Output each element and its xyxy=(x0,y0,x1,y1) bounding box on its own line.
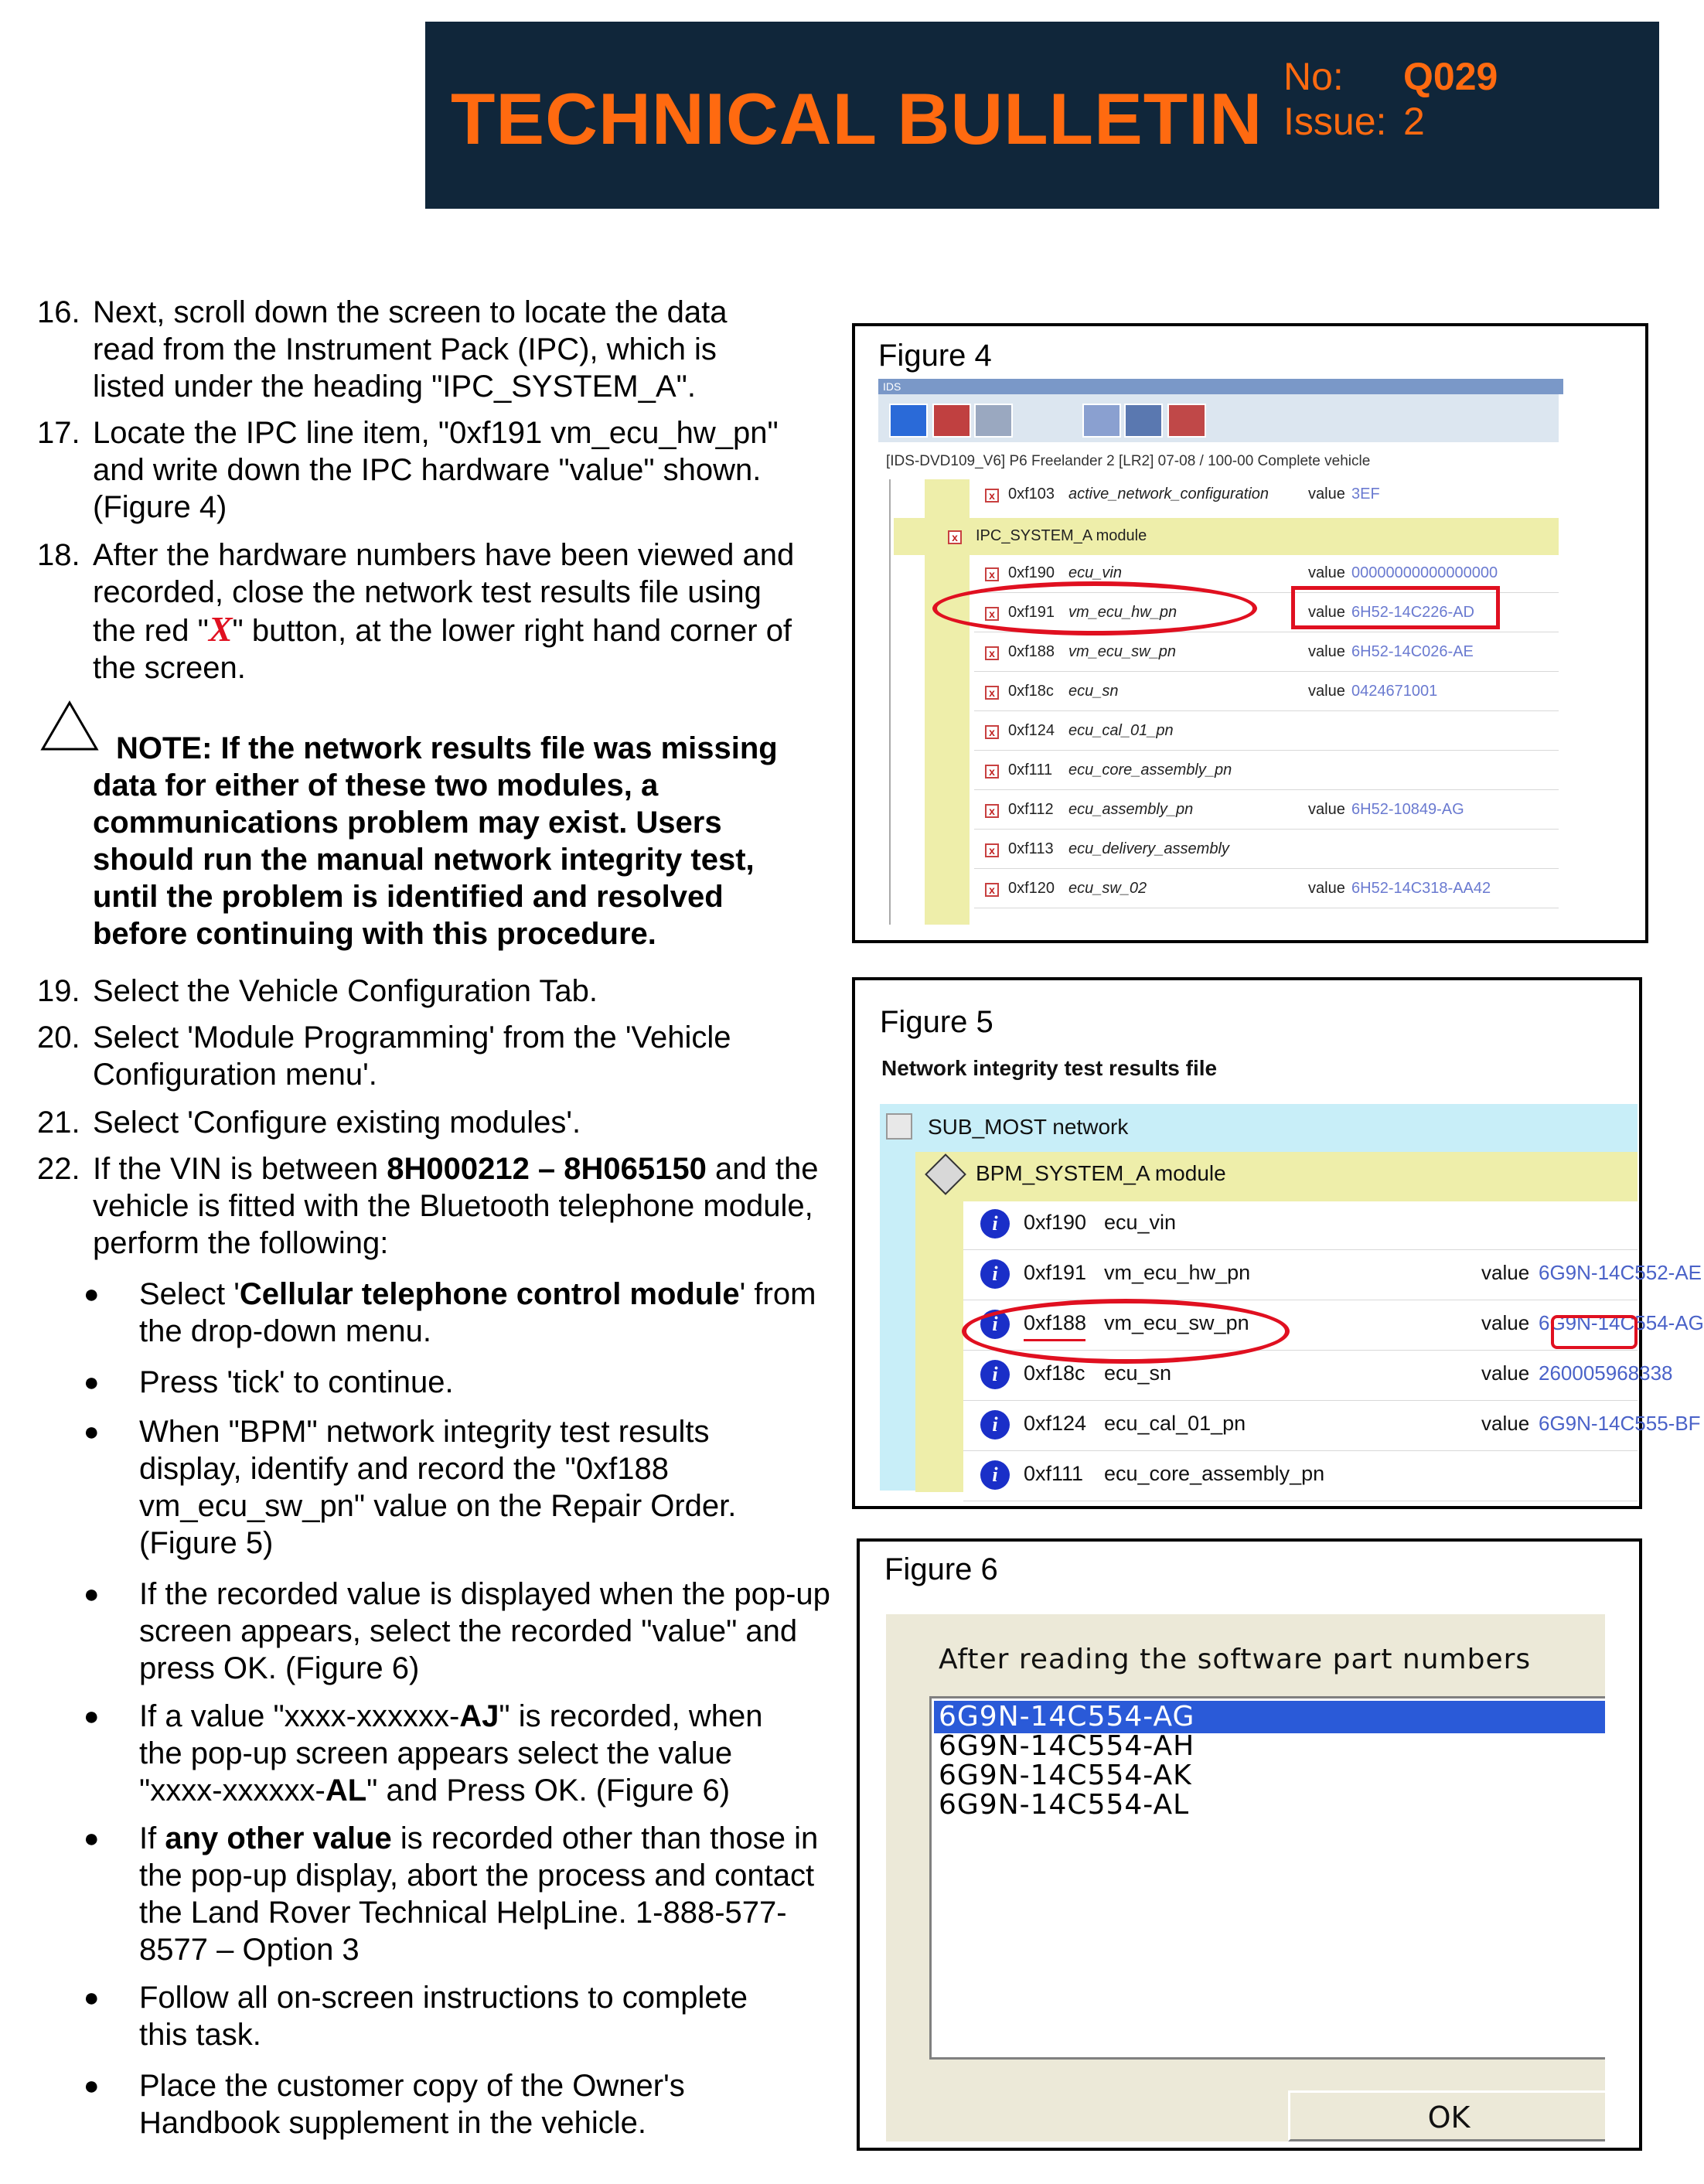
part-number-option[interactable]: 6G9N-14C554-AH xyxy=(939,1730,1195,1762)
part-number-option[interactable]: 6G9N-14C554-AL xyxy=(939,1789,1190,1821)
step-text: " button, at the lower right hand corner of the screen. xyxy=(93,614,792,685)
result-icon: x xyxy=(985,607,999,621)
bullet-text: Select ' xyxy=(139,1277,240,1311)
row-divider xyxy=(974,671,1559,672)
value-label: value xyxy=(1308,604,1345,621)
row-code: 0xf18c xyxy=(1008,683,1054,700)
row-value: 6G9N-14C555-BF xyxy=(1539,1412,1701,1435)
figure-6 xyxy=(857,1538,1642,2151)
row-name: ecu_vin xyxy=(1068,564,1122,581)
dialog-prompt: After reading the software part numbers xyxy=(939,1644,1532,1675)
row-value: 0424671001 xyxy=(1351,683,1438,700)
info-icon: i xyxy=(980,1460,1010,1490)
result-icon: x xyxy=(985,843,999,857)
row-name: ecu_sw_02 xyxy=(1068,880,1147,897)
emphasis: any other value xyxy=(165,1821,392,1855)
step-text: Select 'Module Programming' from the 'Vehicle Configuration menu'. xyxy=(93,1020,731,1092)
settings-icon[interactable] xyxy=(1124,404,1163,438)
row-code: 0xf191 xyxy=(1008,604,1055,621)
bulletin-no-value: Q029 xyxy=(1403,55,1498,98)
module-icon[interactable]: x xyxy=(948,530,962,544)
bullet-text: ' from the drop-down menu. xyxy=(139,1277,816,1348)
vin-range: 8H000212 – 8H065150 xyxy=(387,1152,707,1186)
network-icon[interactable] xyxy=(886,1113,912,1140)
row-name: ecu_sn xyxy=(1068,683,1119,700)
figure-subtitle: Network integrity test results file xyxy=(881,1056,1218,1080)
row-divider xyxy=(963,1249,1638,1250)
vehicle-path: [IDS-DVD109_V6] P6 Freelander 2 [LR2] 07-08 / 100-00 Complete vehicle xyxy=(886,453,1371,469)
result-icon: x xyxy=(985,646,999,660)
ok-button-label: OK xyxy=(1427,2101,1471,2135)
back-arrow-icon[interactable] xyxy=(889,404,928,438)
row-value: 00000000000000000 xyxy=(1351,564,1498,581)
row-name: ecu_delivery_assembly xyxy=(1068,840,1229,857)
highlight-box xyxy=(1291,586,1500,629)
figure-caption: Figure 5 xyxy=(880,1005,993,1039)
row-value: 260005968338 xyxy=(1539,1361,1673,1385)
toolbox-icon[interactable] xyxy=(1082,404,1121,438)
figure-caption: Figure 4 xyxy=(878,339,992,373)
value-label: value xyxy=(1308,486,1345,503)
bullet-text: Follow all on-screen instructions to complete this task. xyxy=(139,1981,748,2052)
vehicle-icon[interactable] xyxy=(932,404,971,438)
row-code: 0xf112 xyxy=(1008,801,1054,818)
step-text: and the vehicle is fitted with the Bluetooth telephone module, perform the following: xyxy=(93,1152,819,1260)
figure-4 xyxy=(852,323,1648,943)
part-number-option[interactable]: 6G9N-14C554-AK xyxy=(939,1760,1192,1791)
row-code: 0xf190 xyxy=(1024,1211,1087,1234)
suffix-aj: AJ xyxy=(459,1699,499,1733)
warning-triangle-icon xyxy=(40,700,99,751)
row-divider xyxy=(974,789,1559,790)
row-code: 0xf124 xyxy=(1024,1412,1087,1435)
value-label: value xyxy=(1308,643,1345,660)
info-icon: i xyxy=(980,1310,1010,1339)
row-name: ecu_cal_01_pn xyxy=(1068,722,1174,739)
row-name: ecu_core_assembly_pn xyxy=(1104,1462,1325,1485)
row-value: 6H52-10849-AG xyxy=(1351,801,1464,818)
vehicle-config-icon[interactable] xyxy=(1167,404,1206,438)
module-label: IPC_SYSTEM_A module xyxy=(976,527,1147,544)
row-name: vm_ecu_sw_pn xyxy=(1068,643,1176,660)
note-text: NOTE: If the network results file was missing data for either of these two modules, a communications problem may exist. Users should run the manual network integrity test, until the problem is identified and resolved before continuing with this procedure. xyxy=(93,731,778,951)
row-value: 6G9N-14C552-AE xyxy=(1539,1261,1702,1284)
ok-button[interactable] xyxy=(1288,2090,1605,2141)
result-icon: x xyxy=(985,883,999,897)
bullet-text: Press 'tick' to continue. xyxy=(139,1365,454,1399)
value-label: value xyxy=(1481,1361,1530,1385)
red-x-glyph: X xyxy=(208,609,233,649)
row-divider xyxy=(974,750,1559,751)
row-code: 0xf190 xyxy=(1008,564,1055,581)
bulletin-title: TECHNICAL BULLETIN xyxy=(451,78,1263,159)
step-number: 19. xyxy=(37,974,80,1008)
step-number: 17. xyxy=(37,416,80,450)
info-icon: i xyxy=(980,1410,1010,1440)
row-name: vm_ecu_hw_pn xyxy=(1068,604,1177,621)
row-value: 3EF xyxy=(1351,486,1380,503)
row-name: ecu_cal_01_pn xyxy=(1104,1412,1246,1435)
step-text: Locate the IPC line item, "0xf191 vm_ecu_hw_pn" and write down the IPC hardware "value" shown. (Figure 4) xyxy=(93,416,779,524)
bullet-text: Place the customer copy of the Owner's Handbook supplement in the vehicle. xyxy=(139,2069,685,2140)
row-code: 0xf124 xyxy=(1008,722,1055,739)
row-code: 0xf18c xyxy=(1024,1361,1085,1385)
row-code: 0xf111 xyxy=(1024,1462,1084,1485)
row-code: 0xf103 xyxy=(1008,486,1055,503)
row-divider xyxy=(974,868,1559,869)
ids-results-panel xyxy=(880,1104,1704,1491)
row-divider xyxy=(974,829,1559,830)
bullet-text: If xyxy=(139,1821,165,1855)
bullet-text: If the recorded value is displayed when the pop-up screen appears, select the recorded "value" and press OK. (Figure 6) xyxy=(139,1577,830,1685)
module-label: BPM_SYSTEM_A module xyxy=(976,1161,1226,1185)
value-label: value xyxy=(1308,801,1345,818)
row-divider xyxy=(963,1400,1638,1401)
step-text: Select 'Configure existing modules'. xyxy=(93,1106,581,1140)
module-name: Cellular telephone control module xyxy=(239,1277,740,1311)
window-titlebar: IDS xyxy=(878,379,1563,394)
row-code: 0xf188 xyxy=(1024,1311,1087,1334)
result-icon: x xyxy=(985,686,999,700)
step-number: 22. xyxy=(37,1152,80,1186)
row-code: 0xf113 xyxy=(1008,840,1054,857)
info-icon: i xyxy=(980,1259,1010,1289)
highlight-ellipse xyxy=(932,581,1257,635)
bulletin-no-label: No: xyxy=(1283,55,1344,98)
step-number: 16. xyxy=(37,295,80,329)
step-text: If the VIN is between xyxy=(93,1152,387,1186)
row-name: vm_ecu_sw_pn xyxy=(1104,1311,1249,1334)
highlight-ellipse xyxy=(962,1299,1290,1364)
bullet-text: " is recorded, when the pop-up screen appears select the value "xxxx-xxxxxx- xyxy=(139,1699,763,1808)
value-label: value xyxy=(1308,683,1345,700)
row-code: 0xf120 xyxy=(1008,880,1055,897)
row-name: ecu_assembly_pn xyxy=(1068,801,1194,818)
bullet-text: When "BPM" network integrity test results display, identify and record the "0xf188 vm_ecu_sw_pn" value on the Repair Order. (Figure 5) xyxy=(139,1415,737,1560)
step-text: Next, scroll down the screen to locate the data read from the Instrument Pack (IPC), which is listed under the heading "IPC_SYSTEM_A". xyxy=(93,295,728,404)
result-icon: x xyxy=(985,567,999,581)
step-number: 20. xyxy=(37,1020,80,1055)
step-number: 18. xyxy=(37,538,80,572)
row-divider xyxy=(963,1450,1638,1451)
row-name: active_network_configuration xyxy=(1068,486,1269,503)
row-code: 0xf111 xyxy=(1008,762,1053,779)
row-value: 6G9N-14C554-AG xyxy=(1539,1311,1704,1334)
info-icon: i xyxy=(980,1360,1010,1389)
ids-screenshot xyxy=(878,379,1559,925)
step-text: After the hardware numbers have been viewed and recorded, close the network test results file using the red " xyxy=(93,538,795,648)
network-label: SUB_MOST network xyxy=(928,1115,1129,1139)
row-value: 6H52-14C226-AD xyxy=(1351,604,1474,621)
row-divider xyxy=(974,710,1559,711)
part-number-option[interactable]: 6G9N-14C554-AG xyxy=(939,1701,1195,1733)
row-name: ecu_sn xyxy=(1104,1361,1172,1385)
row-code: 0xf191 xyxy=(1024,1261,1087,1284)
bullet-text: " and Press OK. (Figure 6) xyxy=(366,1773,731,1808)
result-icon: x xyxy=(985,489,999,503)
result-icon: x xyxy=(985,725,999,739)
step-number: 21. xyxy=(37,1106,80,1140)
suffix-al: AL xyxy=(325,1773,367,1808)
value-label: value xyxy=(1481,1311,1530,1334)
bulletin-issue-value: 2 xyxy=(1403,100,1425,143)
bullet-text: is recorded other than those in the pop-up display, abort the process and contact the Land Rover Technical HelpLine. 1-888-577-8577 – Option 3 xyxy=(139,1821,819,1967)
row-name: vm_ecu_hw_pn xyxy=(1104,1261,1251,1284)
figure-5 xyxy=(852,977,1704,1509)
value-label: value xyxy=(1308,880,1345,897)
value-label: value xyxy=(1308,564,1345,581)
value-label: value xyxy=(1481,1412,1530,1435)
row-code: 0xf188 xyxy=(1008,643,1055,660)
row-name: ecu_vin xyxy=(1104,1211,1177,1234)
figure-caption: Figure 6 xyxy=(884,1552,998,1586)
part-number-dialog xyxy=(886,1611,1605,2141)
bulletin-issue-label: Issue: xyxy=(1283,100,1387,143)
row-name: ecu_core_assembly_pn xyxy=(1068,762,1232,779)
row-value: 6H52-14C026-AE xyxy=(1351,643,1474,660)
highlight-box xyxy=(1551,1315,1638,1349)
step-text: Select the Vehicle Configuration Tab. xyxy=(93,974,598,1008)
data-icon[interactable] xyxy=(974,404,1013,438)
bullet-text: If a value "xxxx-xxxxxx- xyxy=(139,1699,460,1733)
result-icon: x xyxy=(985,804,999,818)
info-icon: i xyxy=(980,1209,1010,1239)
value-label: value xyxy=(1481,1261,1530,1284)
row-value: 6H52-14C318-AA42 xyxy=(1351,880,1491,897)
bulletin-header xyxy=(425,22,1659,209)
result-icon: x xyxy=(985,765,999,779)
